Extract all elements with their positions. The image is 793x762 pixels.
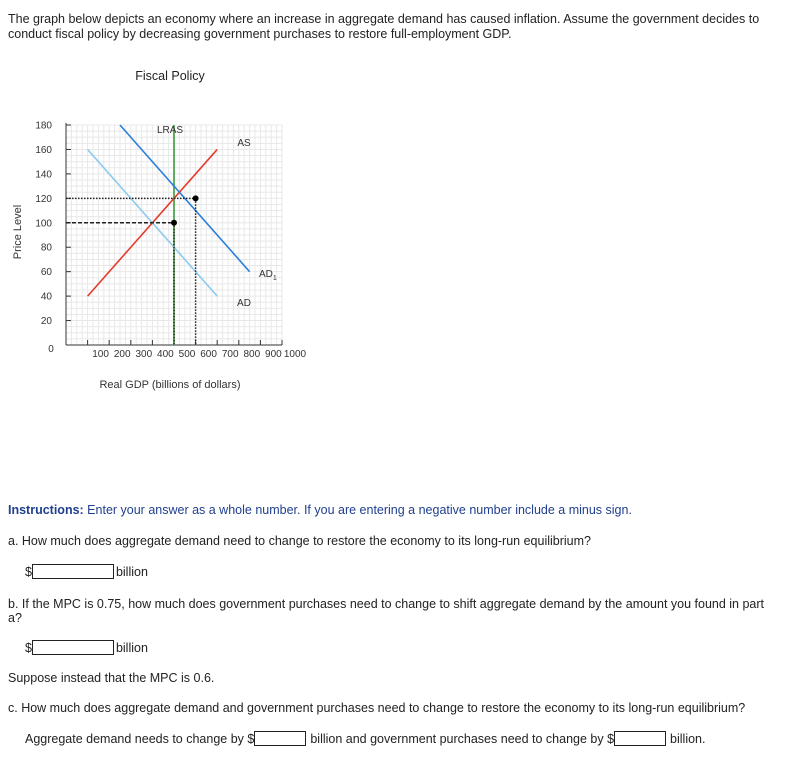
as-label: AS [237,138,251,149]
answer-b-input[interactable] [32,640,114,655]
x-tick-label: 100 [92,349,109,360]
y-tick-label: 80 [40,242,52,254]
x-tick-label: 700 [221,349,239,360]
y-tick-label: 60 [40,267,52,279]
y-tick-label: 40 [40,291,52,303]
answer-c-row [25,731,705,746]
answer-a-row [25,564,148,579]
equilibrium-point [193,195,199,201]
answer-c-ad-input[interactable] [254,731,306,746]
origin-label: 0 [48,344,54,355]
ad1-label-main: AD [259,269,273,280]
y-tick-label: 20 [40,316,52,328]
x-tick-label: 600 [200,349,217,360]
y-tick-label: 180 [35,120,52,132]
question-b: b. If the MPC is 0.75, how much does government purchases need to change to shift aggregate demand by the amount you found in part a? [8,597,765,625]
answer-b-row [25,640,148,655]
c-part3-text: billion. [670,731,706,746]
x-tick-label: 1000 [283,349,307,360]
equilibrium-point [171,220,177,226]
c-part1-text: Aggregate demand needs to change by $ [25,731,255,746]
answer-c-g-input[interactable] [614,731,666,746]
y-axis-label: Price Level [12,204,24,260]
suppose-text: Suppose instead that the MPC is 0.6. [8,671,215,685]
chart-title: Fiscal Policy [135,69,205,83]
answer-a-input[interactable] [32,564,114,579]
x-tick-label: 500 [178,349,196,360]
dollar-sign: $ [25,640,32,655]
question-a: a. How much does aggregate demand need to change to restore the economy to its long-run equilibrium? [8,534,591,548]
ad-label: AD [237,298,251,309]
billion-label: billion [115,640,148,655]
instructions-text: Enter your answer as a whole number. If you are entering a negative number include a minus sign. [83,503,632,517]
y-tick-label: 100 [35,218,52,230]
x-axis-label: Real GDP (billions of dollars) [99,379,241,391]
instructions [8,503,632,517]
x-tick-label: 200 [113,349,131,360]
instructions-bold: Instructions: [8,503,84,517]
ad1-label-sub: 1 [272,275,277,282]
intro-text: The graph below depicts an economy where an increase in aggregate demand has caused inflation. Assume the government decides to conduct fiscal policy by decreasing government purchases to restore full-employment GDP. [8,12,760,41]
x-tick-label: 400 [157,349,174,360]
y-tick-label: 140 [35,169,52,181]
billion-label: billion [115,564,148,579]
x-tick-label: 800 [243,349,261,360]
ad1-label [259,269,277,282]
x-tick-label: 300 [135,349,153,360]
y-tick-label: 120 [35,193,52,205]
dollar-sign: $ [25,564,32,579]
c-part2-text: billion and government purchases need to change by $ [310,731,615,746]
question-c: c. How much does aggregate demand and government purchases need to change to restore the economy to its long-run equilibrium? [8,701,746,715]
lras-label: LRAS [156,125,184,136]
y-tick-label: 160 [35,144,52,156]
x-tick-label: 900 [265,349,282,360]
